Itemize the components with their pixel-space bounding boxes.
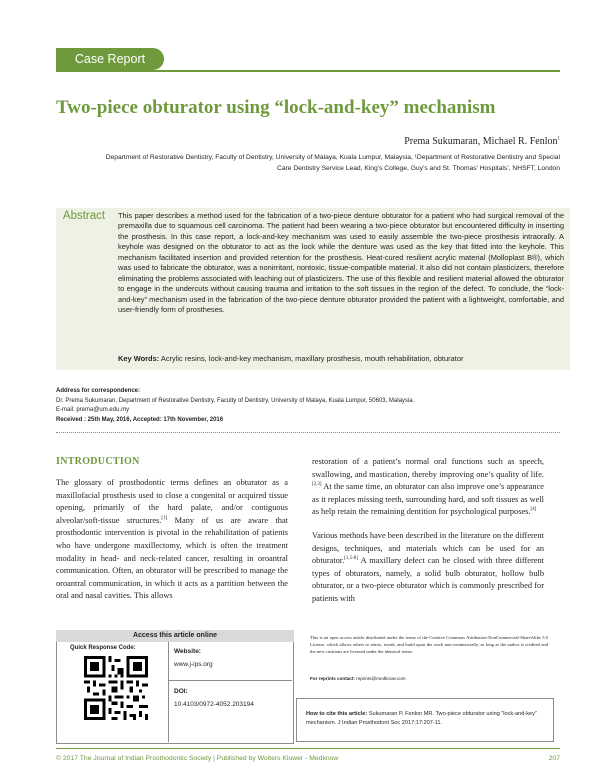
doi-link[interactable]: 10.4103/0972-4052.203194 (174, 701, 254, 708)
citation-ref[interactable]: [4] (530, 507, 537, 513)
footer-rule (56, 748, 560, 749)
article-dates: Received : 25th May, 2016, Accepted: 17th November, 2016 (56, 416, 224, 423)
access-divider (168, 642, 169, 742)
paragraph (56, 477, 288, 603)
author-names: Prema Sukumaran, Michael R. Fenlon (404, 136, 558, 147)
correspondence-heading: Address for correspondence: (56, 388, 141, 394)
correspondence (56, 387, 560, 425)
correspondence-rule (56, 432, 560, 433)
reprints-label: For reprints contact: (310, 676, 355, 681)
body-column-right (312, 456, 544, 617)
qr-code-icon[interactable] (84, 656, 148, 720)
keywords-list: Acrylic resins, lock-and-key mechanism, maxillary prosthesis, mouth rehabilitation, obturator (160, 354, 464, 363)
paragraph-text: At the same time, an obturator can also improve one’s appearance as it replaces missing teeth, surrounding hard, and soft tissues as well as help retain the remaining dentition for psychological purposes. (312, 482, 544, 517)
access-title: Access this article online (56, 630, 294, 642)
section-heading-introduction: INTRODUCTION (56, 456, 140, 467)
paragraph-text: A maxillary defect can be closed with three different types of obturators, namely, a solid bulb obturator, hollow bulb obturator, or a two-piece obturator which is commonly prescribed for patients with (312, 556, 544, 603)
paragraph (312, 456, 544, 519)
paragraph-text: restoration of a patient’s normal oral functions such as speech, swallowing, and mastication, thereby improving one’s quality of life. (312, 457, 544, 479)
paragraph-text: Various methods have been described in the literature on the different designs, techniques, and materials which can be used for an obturator. (312, 530, 544, 566)
paragraph (312, 530, 544, 606)
footer-text: © 2017 The Journal of Indian Prosthodontic Society | Published by Wolters Kluwer - Medknow (56, 755, 339, 762)
website-link[interactable]: www.j-ips.org (174, 661, 213, 668)
abstract-text: This paper describes a method used for the fabrication of a two-piece denture obturator for a patient who had surgical removal of the premaxilla due to squamous cell carcinoma. The patient had been wearing a two-piece obturator but encountered difficulty in inserting the prosthesis. In this case report, a lock-and-key mechanism was used to easily assemble the two-piece prosthesis intraorally. A keyhole was designed on the obturator to act as the lock while the denture was used as the key that fitted into the keyhole. This mechanism facilitated insertion and provided retention for the prosthesis. Heat-cured resilient acrylic material (Molloplast B®), which was used to fabricate the obturator, was a nonirritant, nontoxic, tissue-compatible material. It also did not contain plasticizers, therefore eliminating the problems associated with leaching out of plasticizers. The use of this flexible and resilient material allowed the obturator to engage in the undercuts without causing trauma and irritation to the soft tissues in the region of the defect. To conclude, the “lock-and-key” mechanism used in the fabrication of the two-piece denture obturator provided the patient with a lightweight, comfortable, and user-friendly form of prostheses. (118, 211, 564, 315)
citation-ref[interactable]: [2,3] (312, 482, 322, 488)
paragraph-text: Many of us are aware that prosthodontic intervention is pivotal in the rehabilitation of patients who have undergone maxillectomy, which is often the treatment modality in head- and neck-related cancer, resulting in oroantral communication. Often, an obturator will be prescribed to manage the oroantral communication, in which it acts as a partition between the oral and nasal cavities. This allows (56, 515, 288, 601)
correspondence-address: Dr. Prema Sukumaran, Department of Restorative Dentistry, Faculty of Dentistry, University of Malaya, Kuala Lumpur, 50603, Malaysia. (56, 397, 415, 404)
reprints-email[interactable]: reprints@medknow.com (356, 676, 406, 681)
cite-text (306, 710, 542, 727)
access-divider (168, 680, 292, 681)
abstract-label: Abstract (62, 210, 106, 222)
reprints (310, 676, 406, 681)
website-label: Website: (174, 648, 201, 655)
authors (404, 136, 560, 147)
keywords-label: Key Words: (118, 354, 160, 363)
header-rule (56, 70, 560, 72)
keywords (118, 354, 564, 364)
affiliation: Department of Restorative Dentistry, Faculty of Dentistry, University of Malaya, Kuala Lumpur, Malaysia, ¹Department of Restorative Dentistry and Special Care Dentistry Service Lead, King’s College, Guy’s and St. Thomas’ Hospitals’, NHSFT, London (105, 154, 560, 172)
cite-reference: Sukumaran P, Fenlon MR. Two-piece obturator using “lock-and-key” mechanism. J Indian Prosthodont Soc 2017;17:207-11. (306, 711, 537, 726)
cite-label: How to cite this article: (306, 711, 368, 717)
qr-label: Quick Response Code: (70, 645, 136, 651)
correspondence-email[interactable]: E-mail: prema@um.edu.my (56, 407, 130, 413)
citation-ref[interactable]: [1,5-8] (344, 556, 358, 562)
paragraph-text: The glossary of prosthodontic terms defines an obturator as a maxillofacial prosthesis used to close a congenital or acquired tissue opening, primarily of the hard palate, and/or contiguous alveolar/soft-tissue structures. (56, 478, 288, 525)
license-text: This is an open access article distributed under the terms of the Creative Commons Attribution-NonCommercial-ShareAlike 3.0 License, which allows others to remix, tweak, and build upon the work non-commercially, as long as the author is credited and the new creations are licensed under the identical terms. (310, 635, 548, 655)
body-column-left (56, 477, 288, 614)
page-number: 207 (548, 755, 560, 762)
article-title: Two-piece obturator using “lock-and-key” mechanism (56, 97, 496, 118)
section-label: Case Report (56, 48, 164, 70)
citation-ref[interactable]: [1] (161, 516, 168, 521)
author-sup: 1 (557, 136, 560, 142)
doi-label: DOI: (174, 688, 188, 695)
